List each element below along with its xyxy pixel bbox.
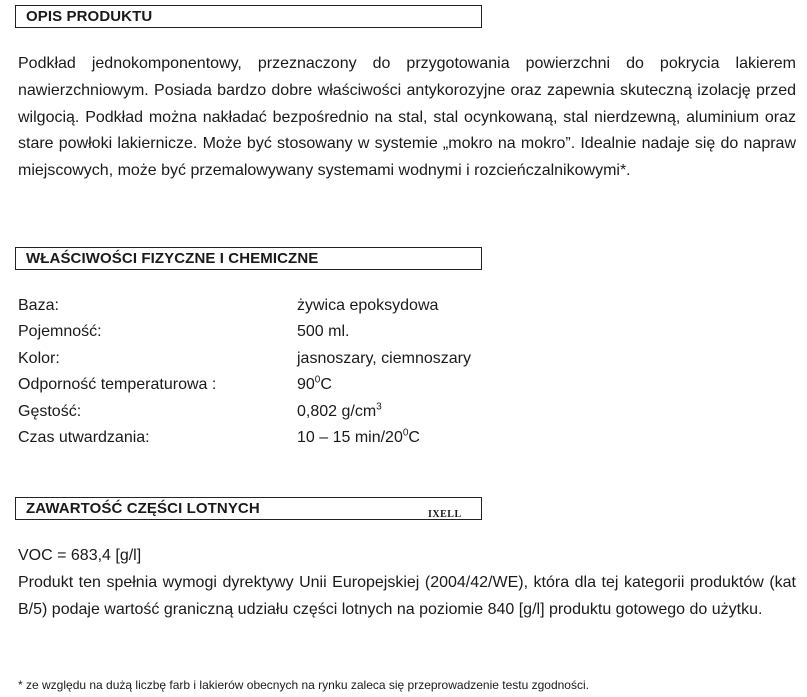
- property-value: 0,802 $g/cm^3$: [297, 401, 382, 420]
- property-label: Czas utwardzania:: [18, 429, 150, 446]
- voc-value: VOC = 683,4 [g/l]: [18, 547, 142, 564]
- property-row-density: [18, 399, 718, 425]
- brand-logo: IXELL: [428, 509, 462, 520]
- volatile-description: Produkt ten spełnia wymogi dyrektywy Unii Europejskiej (2004/42/WE), która dla tej kategorii produktów (kat B/5) podaje wartość graniczną udziału części lotnych na poziomie 840 [g/l] produktu gotowego do użytku.: [18, 574, 796, 618]
- property-value: $90^0C$: [297, 374, 332, 393]
- property-row-temperature: [18, 372, 718, 398]
- product-description: Podkład jednokomponentowy, przeznaczony do przygotowania powierzchni do pokrycia lakierem nawierzchniowym. Posiada bardzo dobre właściwości antykorozyjne oraz zapewnia skuteczną izolację przed wilgocią. Podkład można nakładać bezpośrednio na stal, stal ocynkowaną, stal nierdzewną, aluminium oraz stare powłoki lakiernicze. Może być stosowany w systemie „mokro na mokro”. Idealnie nadaje się do napraw miejscowych, może być przemalowywany systemami wodnymi i rozcieńczalnikowymi*.: [18, 55, 796, 180]
- footnote: * ze względu na dużą liczbę farb i lakierów obecnych na rynku zaleca się przeprowadzenie testu zgodności.: [18, 678, 589, 692]
- property-value: 10 – 15 $\min/20^0C$: [297, 427, 420, 446]
- property-label: Gęstość:: [18, 403, 82, 420]
- section-header-volatile: [15, 497, 482, 520]
- property-value: jasnoszary, ciemnoszary: [297, 350, 471, 367]
- section-header-properties: [15, 247, 482, 270]
- property-row-base: [18, 293, 718, 319]
- property-value: 500 ml.: [297, 323, 350, 340]
- property-label: Kolor:: [18, 350, 60, 367]
- section-title: WŁAŚCIWOŚCI FIZYCZNE I CHEMICZNE: [26, 250, 319, 267]
- section-header-description: [15, 5, 482, 28]
- section-title: OPIS PRODUKTU: [26, 8, 153, 25]
- property-label: Pojemność:: [18, 323, 102, 340]
- property-row-capacity: [18, 319, 718, 345]
- property-value: żywica epoksydowa: [297, 297, 439, 314]
- section-title: ZAWARTOŚĆ CZĘŚCI LOTNYCH: [26, 500, 260, 517]
- property-row-color: [18, 346, 718, 372]
- property-row-curing-time: [18, 425, 718, 451]
- property-label: Odporność temperaturowa :: [18, 376, 217, 393]
- property-label: Baza:: [18, 297, 59, 314]
